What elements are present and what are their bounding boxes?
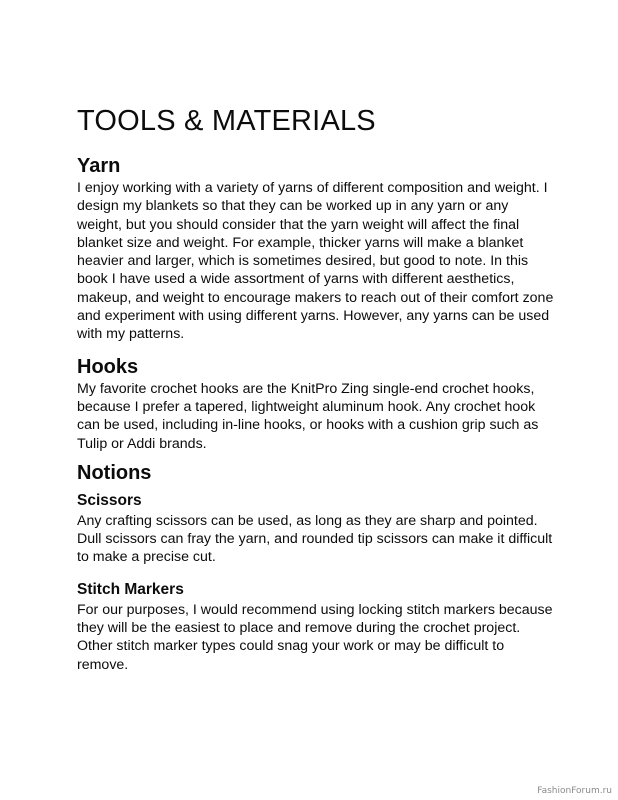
scissors-paragraph: Any crafting scissors can be used, as long as they are sharp and pointed. Dull scissors can fray the yarn, and rounded tip scissors can make it difficult to make a precise cut. [77, 512, 553, 566]
page-title: TOOLS & MATERIALS [77, 105, 376, 137]
stitch-markers-heading: Stitch Markers [77, 580, 184, 598]
watermark: FashionForum.ru [537, 786, 612, 796]
hooks-heading: Hooks [77, 355, 139, 378]
stitch-markers-paragraph: For our purposes, I would recommend using locking stitch markers because they will be the easiest to place and remove during the crochet project. Other stitch marker types could snag your work or may be difficult to remove. [77, 601, 553, 673]
notions-heading: Notions [77, 461, 152, 484]
hooks-paragraph: My favorite crochet hooks are the KnitPro Zing single-end crochet hooks, because I prefer a tapered, lightweight aluminum hook. Any crochet hook can be used, including in-line hooks, or hooks with a cushion grip such as Tulip or Addi brands. [77, 380, 539, 452]
scissors-heading: Scissors [77, 491, 142, 509]
yarn-heading: Yarn [77, 155, 121, 177]
yarn-paragraph: I enjoy working with a variety of yarns of different composition and weight. I design my blankets so that they can be worked up in any yarn or any weight, but you should consider that the yarn weight will affect the final blanket size and weight. For example, thicker yarns will make a blanket heavier and larger, which is sometimes desired, but good to note. In this book I have used a wide assortment of yarns with different aesthetics, makeup, and weight to encourage makers to reach out of their comfort zone and experiment with using different yarns. However, any yarns can be used with my patterns. [77, 180, 554, 343]
page-content [77, 103, 555, 674]
